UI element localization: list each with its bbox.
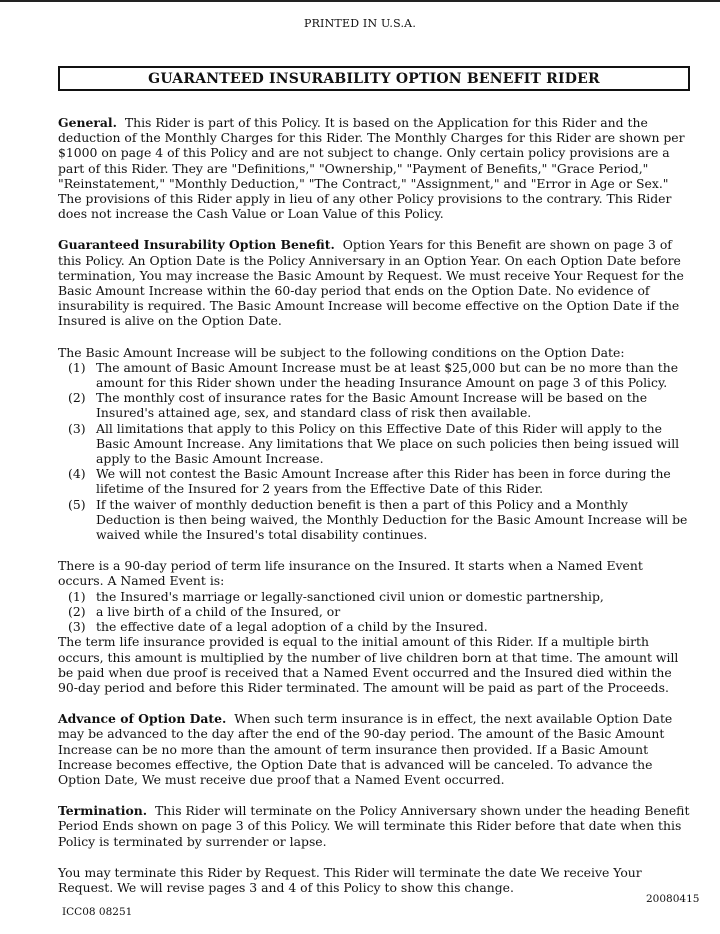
- list-number: (5): [68, 496, 86, 512]
- list-number: (2): [68, 390, 86, 406]
- conditions-section: [58, 345, 692, 543]
- termination-request: You may terminate this Rider by Request. This Rider will terminate the date We receive Your Request. We will revise pages 3 and 4 of this Policy to show this change.: [58, 864, 642, 895]
- list-item: [58, 604, 692, 619]
- list-item: [58, 360, 692, 390]
- general-section: [58, 115, 692, 221]
- list-text: a live birth of a child of the Insured, or: [96, 603, 341, 619]
- list-text: the Insured's marriage or legally-sanctioned civil union or domestic partnership,: [96, 588, 604, 604]
- named-event-intro: There is a 90-day period of term life insurance on the Insured. It starts when a Named Event occurs. A Named Event is:: [58, 558, 643, 589]
- conditions-intro: The Basic Amount Increase will be subject to the following conditions on the Option Date:: [58, 344, 625, 360]
- termination-heading: Termination.: [58, 803, 148, 819]
- list-number: (3): [68, 619, 86, 635]
- list-text: All limitations that apply to this Policy on this Effective Date of this Rider will apply to the Basic Amount Increase. Any limitations that We place on such policies then being issued will apply to the Basic Amount Increase.: [96, 420, 680, 467]
- advance-section: [58, 711, 692, 787]
- date-code: 20080415: [646, 893, 700, 905]
- rider-body: [58, 115, 692, 895]
- named-event-after: The term life insurance provided is equal to the initial amount of this Rider. If a multiple birth occurs, this amount is multiplied by the number of live children born at that time. The amount will be paid when due proof is received that a Named Event occurred and the Insured died within the 90-day period and before this Rider terminated. The amount will be paid as part of the Proceeds.: [58, 634, 679, 695]
- named-event-list: [58, 589, 692, 635]
- list-text: The amount of Basic Amount Increase must be at least $25,000 but can be no more than the amount for this Rider shown under the heading Insurance Amount on page 3 of this Policy.: [96, 359, 679, 391]
- title-text: GUARANTEED INSURABILITY OPTION BENEFIT RIDER: [148, 70, 600, 87]
- general-heading: General.: [58, 115, 117, 130]
- named-event-section: [58, 558, 692, 695]
- list-number: (3): [68, 420, 86, 436]
- document-title: [58, 66, 690, 91]
- top-rule: [0, 0, 720, 2]
- list-item: [58, 421, 692, 467]
- list-text: If the waiver of monthly deduction benefit is then a part of this Policy and a Monthly Deduction is then being waived, the Monthly Deduction for the Basic Amount Increase will be waived while the Insured's total disability continues.: [96, 496, 688, 543]
- list-item: [58, 497, 692, 543]
- advance-heading: Advance of Option Date.: [58, 711, 227, 727]
- conditions-list: [58, 360, 692, 542]
- gio-text: Option Years for this Benefit are shown on page 3 of this Policy. An Option Date is the Policy Anniversary in an Option Year. On each Option Date before termination, You may increase the Basic Amount by Request. We must receive Your Request for the Basic Amount Increase within the 60-day period that ends on the Option Date. No evidence of insurability is required. The Basic Amount Increase will become effective on the Option Date if the Insured is alive on the Option Date.: [58, 237, 684, 329]
- list-item: [58, 466, 692, 496]
- gio-section: [58, 237, 692, 328]
- list-text: The monthly cost of insurance rates for the Basic Amount Increase will be based on the Insured's attained age, sex, and standard class of risk then available.: [96, 390, 648, 421]
- general-text: This Rider is part of this Policy. It is based on the Application for this Rider and the deduction of the Monthly Charges for this Rider. The Monthly Charges for this Rider are shown per $1000 on page 4 of this Policy and are not subject to change. Only certain policy provisions are a part of this Rider. They are "Definitions," "Ownership," "Payment of Benefits," "Grace Period," "Reinstatement," "Monthly Deduction," "The Contract," "Assignment," and "Error in Age or Sex." The provisions of this Rider apply in lieu of any other Policy provisions to the contrary. This Rider does not increase the Cash Value or Loan Value of this Policy.: [58, 115, 685, 222]
- advance-text: When such term insurance is in effect, the next available Option Date may be advanced to the day after the end of the 90-day period. The amount of the Basic Amount Increase can be no more than the amount of term insurance then provided. If a Basic Amount Increase becomes effective, the Option Date that is advanced will be canceled. To advance the Option Date, We must receive due proof that a Named Event occurred.: [58, 711, 673, 787]
- list-item: [58, 619, 692, 634]
- list-number: (1): [68, 359, 86, 375]
- form-id: ICC08 08251: [62, 906, 133, 918]
- list-text: We will not contest the Basic Amount Increase after this Rider has been in force during the lifetime of the Insured for 2 years from the Effective Date of this Rider.: [96, 466, 671, 497]
- list-number: (4): [68, 466, 86, 482]
- termination-section: [58, 803, 692, 849]
- list-text: the effective date of a legal adoption of a child by the Insured.: [96, 619, 488, 635]
- list-item: [58, 390, 692, 420]
- printed-notice: PRINTED IN U.S.A.: [303, 17, 417, 30]
- termination-text: This Rider will terminate on the Policy Anniversary shown under the heading Benefit Period Ends shown on page 3 of this Policy. We will terminate this Rider before that date when this Policy is terminated by surrender or lapse.: [58, 803, 690, 849]
- gio-heading: Guaranteed Insurability Option Benefit.: [58, 237, 335, 253]
- list-item: [58, 589, 692, 604]
- list-number: (1): [68, 588, 86, 604]
- list-number: (2): [68, 603, 86, 619]
